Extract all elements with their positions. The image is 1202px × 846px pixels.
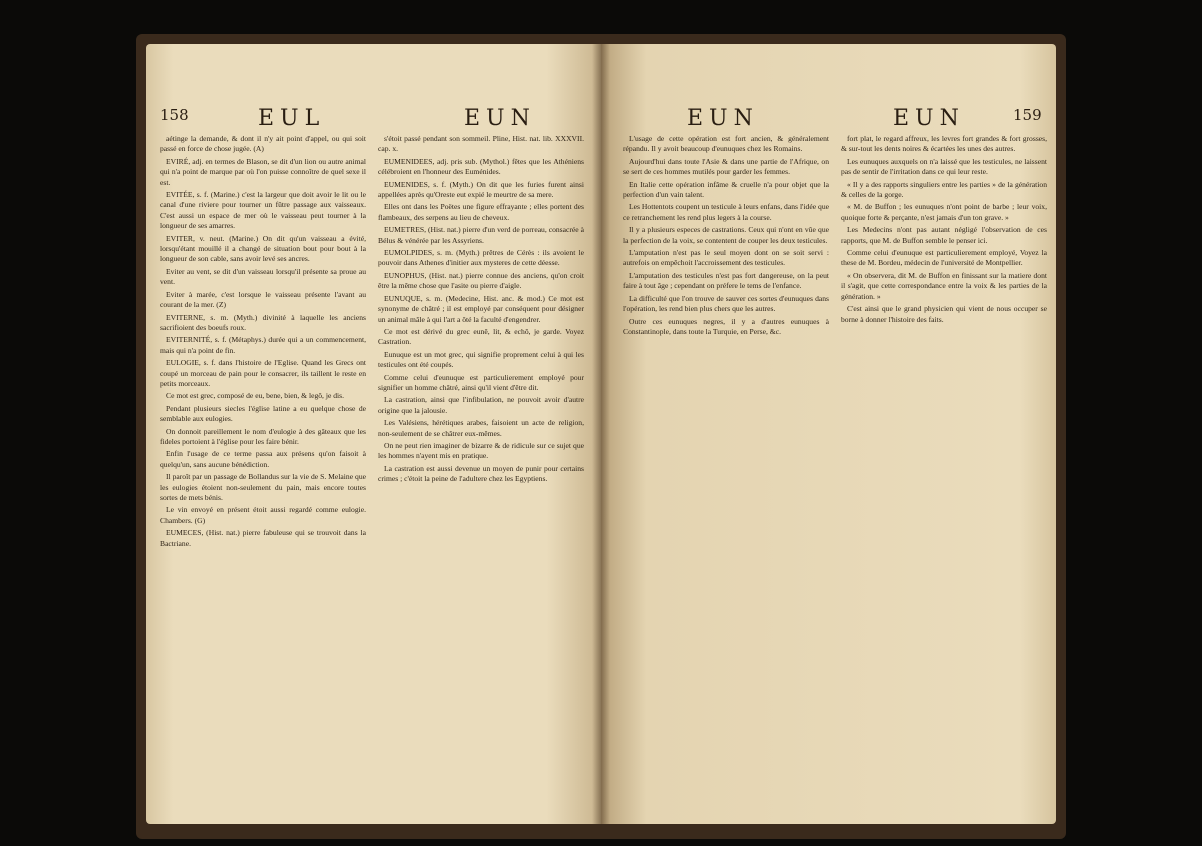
paragraph: Eunuque est un mot grec, qui signifie proprement celui à qui les testicules ont été coupés. bbox=[378, 349, 584, 370]
paragraph: EUNOPHUS, (Hist. nat.) pierre connue des anciens, qu'on croit être la même chose que l'asite ou pierre d'aigle. bbox=[378, 270, 584, 291]
paragraph: C'est ainsi que le grand physicien qui vient de nous occuper se borne à donner l'histoire des faits. bbox=[841, 304, 1047, 324]
paragraph: fort plat, le regard affreux, les levres fort grandes & fort grosses, & sur-tout les dents noires & écartées les unes des autres. bbox=[841, 134, 1047, 154]
paragraph: Pendant plusieurs siecles l'église latine a eu quelque chose de semblable aux eulogies. bbox=[160, 403, 366, 424]
paragraph: Eviter au vent, se dit d'un vaisseau lorsqu'il présente sa proue au vent. bbox=[160, 266, 366, 287]
paragraph: s'étoit passé pendant son sommeil. Pline, Hist. nat. lib. XXXVII. cap. x. bbox=[378, 134, 584, 154]
paragraph: EVITÉE, s. f. (Marine.) c'est la largeur que doit avoir le lit ou le canal d'une riviere pour tourner un fûtre passage aux vaisseaux. C'est aussi un espace de mer où le vaisseau peut tourner à la longueur de ses amarres. bbox=[160, 190, 366, 231]
paragraph: EUMECES, (Hist. nat.) pierre fabuleuse qui se trouvoit dans la Bactriane. bbox=[160, 528, 366, 548]
right-page bbox=[601, 44, 1056, 824]
left-page bbox=[146, 44, 601, 824]
right-running-head-right: EUN bbox=[893, 106, 965, 131]
paragraph: EVIRÉ, adj. en termes de Blason, se dit d'un lion ou autre animal qui n'a point de marque par où l'on puisse connoître de quel sexe il est. bbox=[160, 156, 366, 187]
paragraph: Les eunuques auxquels on n'a laissé que les testicules, ne laissent pas de sentir de l'irritation dans ce qui leur reste. bbox=[841, 156, 1047, 177]
paragraph: aétinge la demande, & dont il n'y ait point d'appel, ou qui soit passé en force de chose jugée. (A) bbox=[160, 134, 366, 154]
right-page-number: 159 bbox=[1013, 106, 1042, 124]
paragraph: EUMETRES, (Hist. nat.) pierre d'un verd de porreau, consacrée à Bélus & vénérée par les Assyriens. bbox=[378, 225, 584, 245]
paragraph: On ne peut rien imaginer de bizarre & de ridicule sur ce sujet que les hommes n'ayent mis en pratique. bbox=[378, 440, 584, 461]
paragraph: Les Valésiens, hérétiques arabes, faisoient un acte de religion, non-seulement de se châtrer eux-mêmes. bbox=[378, 418, 584, 438]
paragraph: Comme celui d'eunuque est particulierement employé pour signifier un homme châtré, ainsi qu'il vient d'être dit. bbox=[378, 372, 584, 392]
paragraph: EUMENIDES, s. f. (Myth.) On dit que les furies furent ainsi appellées après qu'Oreste eut expié le meurtre de sa mere. bbox=[378, 179, 584, 200]
paragraph: Il paroît par un passage de Bollandus sur la vie de S. Melaine que les eulogies étoient non-seulement du pain, mais encore toutes sortes de mets bénis. bbox=[160, 472, 366, 502]
paragraph: La difficulté que l'on trouve de sauver ces sortes d'eunuques dans l'opération, les rend bien plus chers que les autres. bbox=[623, 293, 829, 314]
paragraph: Les Medecins n'ont pas autant négligé l'observation de ces rapports, que M. de Buffon semble le penser ici. bbox=[841, 225, 1047, 245]
paragraph: L'usage de cette opération est fort ancien, & généralement répandu. Il y avoit beaucoup d'eunuques chez les Romains. bbox=[623, 134, 829, 154]
paragraph: La castration, ainsi que l'infibulation, ne pouvoit avoir d'autre origine que la jalousie. bbox=[378, 395, 584, 415]
left-running-head-right: EUN bbox=[464, 106, 536, 131]
left-page-column-2 bbox=[378, 134, 584, 824]
paragraph: Aujourd'hui dans toute l'Asie & dans une partie de l'Afrique, on se sert de ces hommes mutilés pour garder les femmes. bbox=[623, 156, 829, 177]
paragraph: Il y a plusieurs especes de castrations. Ceux qui n'ont en vûe que la perfection de la voix, se contentent de couper les deux testicules. bbox=[623, 225, 829, 245]
right-page-column-2 bbox=[841, 134, 1047, 824]
paragraph: EVITERNE, s. m. (Myth.) divinité à laquelle les anciens sacrifioient des boeufs roux. bbox=[160, 312, 366, 332]
paragraph: La castration est aussi devenue un moyen de punir pour certains crimes ; c'étoit la peine de l'adultere chez les Egyptiens. bbox=[378, 463, 584, 484]
right-running-head-left: EUN bbox=[687, 106, 759, 131]
paragraph: « On observera, dit M. de Buffon en finissant sur la matiere dont il s'agit, que cette correspondance entre la voix & les parties de la génération. » bbox=[841, 270, 1047, 301]
paragraph: On donnoit pareillement le nom d'eulogie à des gâteaux que les fideles portoient à l'église pour les faire bénir. bbox=[160, 426, 366, 446]
paragraph: Eviter à marée, c'est lorsque le vaisseau présente l'avant au courant de la mer. (Z) bbox=[160, 289, 366, 310]
paragraph: Les Hottentots coupent un testicule à leurs enfans, dans l'idée que ce retranchement les rend plus legers à la course. bbox=[623, 202, 829, 222]
paragraph: EUMENIDEES, adj. pris sub. (Mythol.) fêtes que les Athéniens célébroient en l'honneur des Euménides. bbox=[378, 156, 584, 177]
paragraph: Le vin envoyé en présent étoit aussi regardé comme eulogie. Chambers. (G) bbox=[160, 505, 366, 525]
paragraph: Ce mot est grec, composé de eu, bene, bien, & legô, je dis. bbox=[166, 391, 344, 401]
paragraph: Comme celui d'eunuque est particulierement employé, Voyez la these de M. Bordeu, médecin de l'université de Montpellier. bbox=[841, 248, 1047, 268]
paragraph: En Italie cette opération infâme & cruelle n'a pour objet que la perfection d'un vain talent. bbox=[623, 179, 829, 200]
left-page-column-1 bbox=[160, 134, 366, 824]
left-page-number: 158 bbox=[160, 106, 189, 124]
right-page-column-1 bbox=[623, 134, 829, 824]
paragraph: EVITER, v. neut. (Marine.) On dit qu'un vaisseau a évité, lorsqu'étant mouillé il a changé de situation bout pour bout à la longueur de son cable, sans avoir levé ses ancres. bbox=[160, 233, 366, 264]
paragraph: L'amputation n'est pas le seul moyen dont on se soit servi : autrefois on empêchoit l'accroissement des testicules. bbox=[623, 248, 829, 268]
paragraph: Ce mot est dérivé du grec eunê, lit, & echô, je garde. Voyez Castration. bbox=[378, 326, 584, 347]
paragraph: EULOGIE, s. f. dans l'histoire de l'Eglise. Quand les Grecs ont coupé un morceau de pain pour le consacrer, ils taillent le reste en petits morceaux. bbox=[160, 358, 366, 388]
paragraph: « Il y a des rapports singuliers entre les parties » de la génération & celles de la gorge. bbox=[841, 179, 1047, 200]
book-gutter bbox=[592, 44, 610, 824]
paragraph: L'amputation des testicules n'est pas fort dangereuse, on la peut faire à tout âge ; cependant on préfere le tems de l'enfance. bbox=[623, 270, 829, 291]
paragraph: « M. de Buffon ; les eunuques n'ont point de barbe ; leur voix, quoique forte & perçante, n'est jamais d'un ton grave. » bbox=[841, 202, 1047, 222]
paragraph: EVITERNITÉ, s. f. (Métaphys.) durée qui a un commencement, mais qui n'a point de fin. bbox=[160, 335, 366, 355]
paragraph: EUNUQUE, s. m. (Medecine, Hist. anc. & mod.) Ce mot est synonyme de châtré ; il est employé par conséquent pour désigner un animal mâle à qui l'art a ôté la faculté d'engendrer. bbox=[378, 293, 584, 324]
paragraph: Outre ces eunuques negres, il y a d'autres eunuques à Constantinople, dans toute la Turquie, en Perse, &c. bbox=[623, 316, 829, 336]
paragraph: Enfin l'usage de ce terme passa aux présens qu'on faisoit à quelqu'un, sans aucune bénédiction. bbox=[160, 449, 366, 469]
paragraph: EUMOLPIDES, s. m. (Myth.) prêtres de Cérès : ils avoient le pouvoir dans Athenes d'initier aux mysteres de cette déesse. bbox=[378, 248, 584, 268]
left-running-head-left: EUL bbox=[258, 106, 326, 131]
paragraph: Elles ont dans les Poëtes une figure effrayante ; elles portent des flambeaux, des serpens au lieu de cheveux. bbox=[378, 202, 584, 222]
